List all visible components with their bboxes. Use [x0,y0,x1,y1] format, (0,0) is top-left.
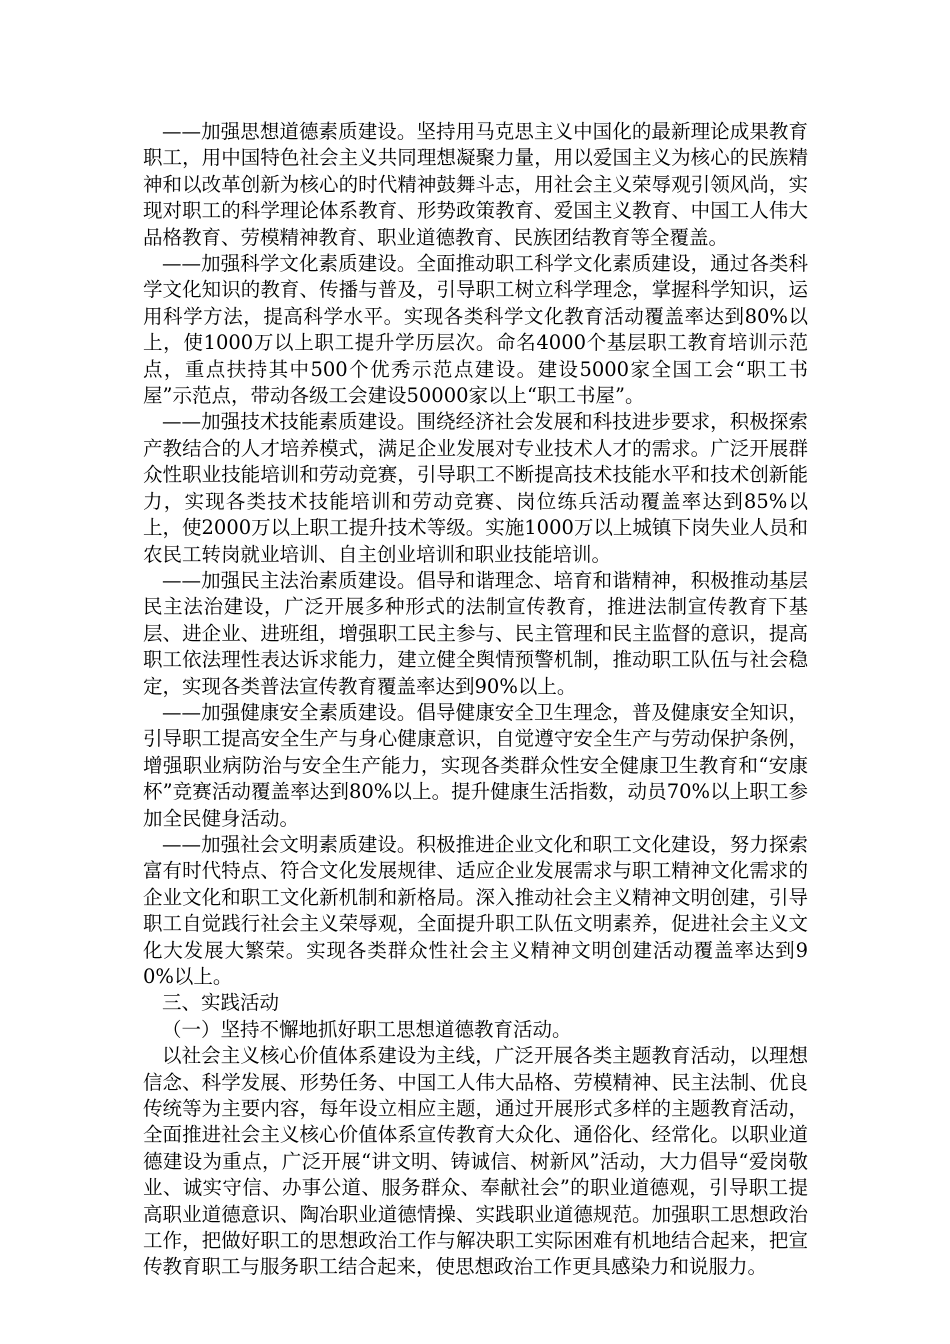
document-page [143,119,808,1281]
section-heading-practice-activities: 三、实践活动 [162,991,280,1015]
paragraph-democracy-law-quality: ——加强民主法治素质建设。倡导和谐理念、培育和谐精神，积极推动基层民主法治建设，广泛开展多种形式的法制宣传教育，推进法制宣传教育下基层、进企业、进班组，增强职工民主参与、民主管理和民主监督的意识，提高职工依法理性表达诉求能力，建立健全舆情预警机制，推动职工队伍与社会稳定，实现各类普法宣传教育覆盖率达到90%以上。 [143,568,808,698]
paragraph-technical-skill-quality: ——加强技术技能素质建设。围绕经济社会发展和科技进步要求，积极探索产教结合的人才培养模式，满足企业发展对专业技术人才的需求。广泛开展群众性职业技能培训和劳动竞赛，引导职工不断提高技术技能水平和技术创新能力，实现各类技术技能培训和劳动竞赛、岗位练兵活动覆盖率达到85%以上，使2000万以上职工提升技术等级。实施1000万以上城镇下岗失业人员和农民工转岗就业培训、自主创业培训和职业技能培训。 [143,410,808,566]
paragraph-social-civility-quality: ——加强社会文明素质建设。积极推进企业文化和职工文化建设，努力探索富有时代特点、符合文化发展规律、适应企业发展需求与职工精神文化需求的企业文化和职工文化新机制和新格局。深入推动社会主义精神文明创建，引导职工自觉践行社会主义荣辱观，全面提升职工队伍文明素养，促进社会主义文化大发展大繁荣。实现各类群众性社会主义精神文明创建活动覆盖率达到90%以上。 [143,832,808,988]
paragraph-health-safety-quality: ——加强健康安全素质建设。倡导健康安全卫生理念，普及健康安全知识，引导职工提高安全生产与身心健康意识，自觉遵守安全生产与劳动保护条例，增强职业病防治与安全生产能力，实现各类群众性安全健康卫生教育和“安康杯”竞赛活动覆盖率达到80%以上。提升健康生活指数，动员70%以上职工参加全民健身活动。 [143,700,808,830]
subsection-heading-moral-education: （一）坚持不懈地抓好职工思想道德教育活动。 [162,1017,572,1041]
paragraph-core-values: 以社会主义核心价值体系建设为主线，广泛开展各类主题教育活动，以理想信念、科学发展、形势任务、中国工人伟大品格、劳模精神、民主法制、优良传统等为主要内容，每年设立相应主题，通过开展形式多样的主题教育活动，全面推进社会主义核心价值体系宣传教育大众化、通俗化、经常化。以职业道德建设为重点，广泛开展“讲文明、铸诚信、树新风”活动，大力倡导“爱岗敬业、诚实守信、办事公道、服务群众、奉献社会”的职业道德观，引导职工提高职业道德意识、陶冶职业道德情操、实践职业道德规范。加强职工思想政治工作，把做好职工的思想政治工作与解决职工实际困难有机地结合起来，把宣传教育职工与服务职工结合起来，使思想政治工作更具感染力和说服力。 [143,1044,808,1279]
paragraph-moral-quality: ——加强思想道德素质建设。坚持用马克思主义中国化的最新理论成果教育职工，用中国特色社会主义共同理想凝聚力量，用以爱国主义为核心的民族精神和以改革创新为核心的时代精神鼓舞斗志，用社会主义荣辱观引领风尚，实现对职工的科学理论体系教育、形势政策教育、爱国主义教育、中国工人伟大品格教育、劳模精神教育、职业道德教育、民族团结教育等全覆盖。 [143,120,808,249]
paragraph-science-culture-quality: ——加强科学文化素质建设。全面推动职工科学文化素质建设，通过各类科学文化知识的教育、传播与普及，引导职工树立科学理念，掌握科学知识，运用科学方法，提高科学水平。实现各类科学文化教育活动覆盖率达到80%以上，使1000万以上职工提升学历层次。命名4000个基层职工教育培训示范点，重点扶持其中500个优秀示范点建设。建设5000家全国工会“职工书屋”示范点，带动各级工会建设50000家以上“职工书屋”。 [143,252,808,408]
